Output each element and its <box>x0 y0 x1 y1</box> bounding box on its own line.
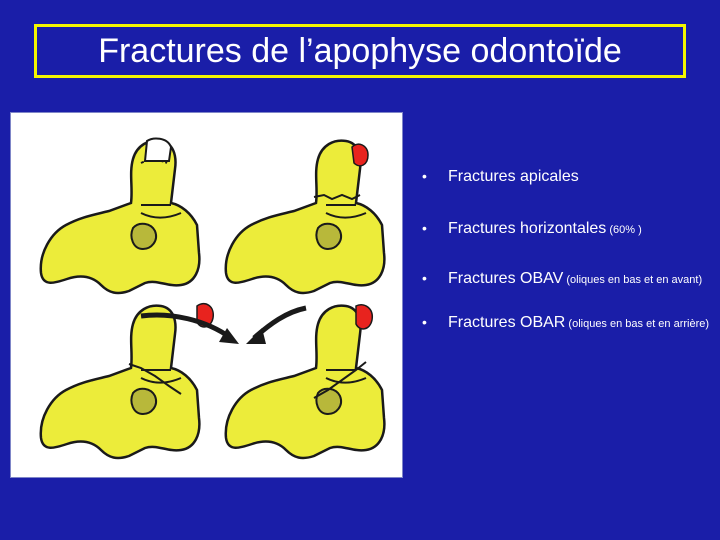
list-item <box>420 312 710 334</box>
list-item <box>420 166 710 188</box>
bullet-marker: • <box>422 220 427 236</box>
panel-obar-fracture <box>226 305 385 458</box>
bullet-marker: • <box>422 314 427 330</box>
slide-title: Fractures de l’apophyse odontoïde <box>98 31 622 70</box>
bullet-note: (60% ) <box>606 224 642 236</box>
panel-obav-fracture <box>41 304 239 458</box>
bullet-note: (oliques en bas et en arrière) <box>565 318 710 330</box>
panel-apical-fracture <box>41 139 200 293</box>
list-item <box>420 268 710 290</box>
fracture-illustration <box>11 113 402 477</box>
bullet-marker: • <box>422 270 427 286</box>
bullet-main: Fractures horizontales <box>448 220 607 237</box>
fracture-illustration-panel <box>10 112 403 478</box>
panel-horizontal-fracture <box>226 141 385 293</box>
bullet-main: Fractures OBAR <box>448 314 566 331</box>
bullet-main: Fractures apicales <box>448 168 579 185</box>
bullet-main: Fractures OBAV <box>448 270 564 287</box>
title-box <box>34 24 686 78</box>
bullet-note: (oliques en bas et en avant) <box>563 274 703 286</box>
fracture-types-list <box>420 164 710 334</box>
list-item <box>420 218 710 240</box>
bullet-marker: • <box>422 168 427 184</box>
